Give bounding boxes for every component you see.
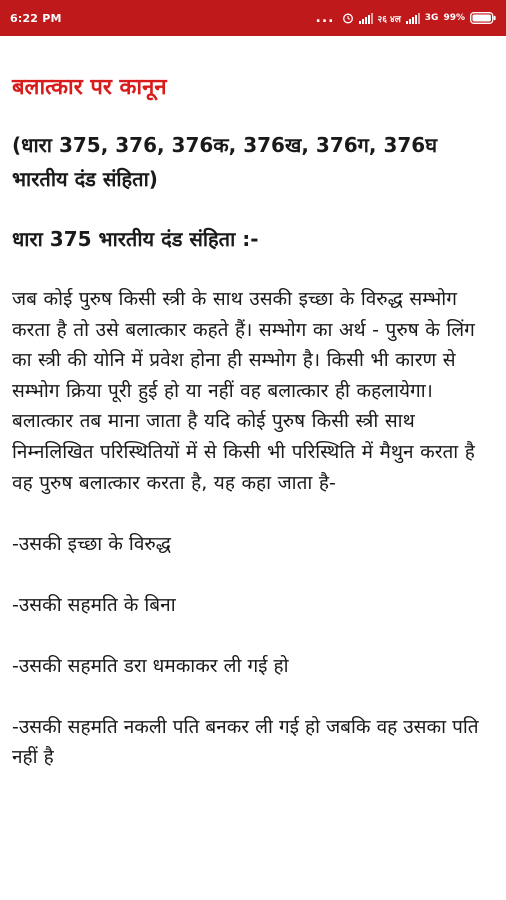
- status-time: 6:22 PM: [10, 11, 62, 25]
- list-item: -उसकी इच्छा के विरुद्ध: [12, 533, 171, 556]
- section-list: (धारा 375, 376, 376क, 376ख, 376ग, 376घ भारतीय दंड संहिता): [12, 133, 438, 191]
- list-item: -उसकी सहमति डरा धमकाकर ली गई हो: [12, 655, 289, 678]
- article-paragraph: जब कोई पुरुष किसी स्त्री के साथ उसकी इच्छा के विरुद्ध सम्भोग करता है तो उसे बलात्कार कहते हैं। सम्भोग का अर्थ - पुरुष के लिंग का स्त्री की योनि में प्रवेश होना ही सम्भोग है। किसी भी कारण से सम्भोग क्रिया पूरी हुई हो या नहीं वह बलात्कार ही कहलायेगा। बलात्कार तब माना जाता है यदि कोई पुरुष किसी स्त्री साथ निम्नलिखित परिस्थितियों में से किसी भी परिस्थिति में मैथुन करता है वह पुरुष बलात्कार करता है, यह कहा जाता है-: [12, 288, 475, 494]
- list-item: -उसकी सहमति नकली पति बनकर ली गई हो जबकि वह उसका पति नहीं है: [12, 716, 479, 769]
- status-icons: [316, 11, 496, 25]
- signal-sim1-icon: [359, 13, 373, 24]
- signal-sim2-icon: [406, 13, 420, 24]
- status-bar: [0, 0, 506, 36]
- more-notifications-icon: ...: [315, 10, 335, 26]
- article-title: बलात्कार पर कानून: [12, 75, 167, 100]
- battery-percent: 99%: [443, 13, 465, 23]
- section-heading: धारा 375 भारतीय दंड संहिता :-: [12, 227, 259, 251]
- alarm-icon: [342, 12, 354, 24]
- network-type: 3G: [424, 13, 439, 23]
- sim1-label: २६ ४ल: [377, 14, 401, 25]
- battery-icon: [470, 12, 496, 24]
- article-content: [12, 58, 496, 772]
- list-item: -उसकी सहमति के बिना: [12, 594, 176, 617]
